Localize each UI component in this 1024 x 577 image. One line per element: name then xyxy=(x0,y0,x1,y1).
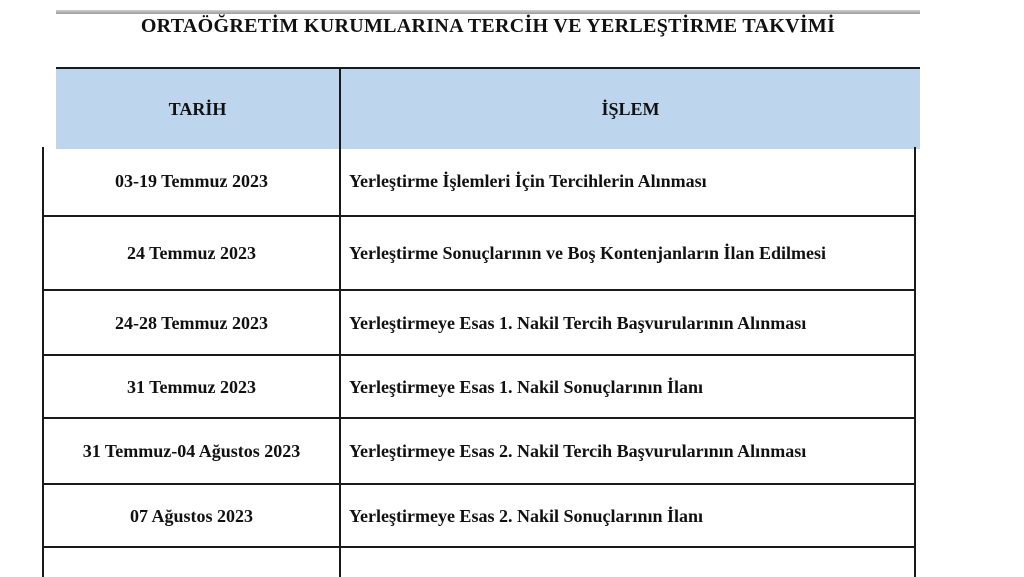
table-row-3-operation-text: Yerleştirmeye Esas 1. Nakil Tercih Başvurularının Alınması xyxy=(349,312,807,333)
table-row-6-operation xyxy=(349,485,905,546)
table-row-1-operation-text: Yerleştirme İşlemleri İçin Tercihlerin Alınması xyxy=(349,171,707,191)
table-row-3-date: 24-28 Temmuz 2023 xyxy=(115,312,268,333)
table-row-5-operation-text: Yerleştirmeye Esas 2. Nakil Tercih Başvurularının Alınması xyxy=(349,441,807,461)
table-row-4-operation-text: Yerleştirmeye Esas 1. Nakil Sonuçlarının İlanı xyxy=(349,376,704,397)
table-right-border xyxy=(914,147,916,577)
table-row-4-operation xyxy=(349,356,905,417)
table-row-1-date: 03-19 Temmuz 2023 xyxy=(115,171,268,191)
table-row-5-operation xyxy=(349,419,905,483)
table-row-4-date: 31 Temmuz 2023 xyxy=(126,376,256,397)
operation-column-header: İŞLEM xyxy=(601,98,660,119)
table-row-5-date: 31 Temmuz-04 Ağustos 2023 xyxy=(82,441,301,461)
schedule-table-body xyxy=(42,147,916,577)
row-divider xyxy=(42,546,916,548)
table-row-6-date: 07 Ağustos 2023 xyxy=(129,505,254,526)
table-row-2-date: 24 Temmuz 2023 xyxy=(126,243,256,263)
table-row-3-operation xyxy=(349,291,905,354)
table-column-divider xyxy=(339,147,341,577)
table-row-2-operation-text: Yerleştirme Sonuçlarının ve Boş Kontenjanların İlan Edilmesi xyxy=(349,243,827,263)
table-row-1-operation xyxy=(349,147,905,215)
date-column-header: TARİH xyxy=(168,98,227,119)
table-header-row xyxy=(56,67,920,149)
table-row-2-operation xyxy=(349,217,905,289)
table-row-6-operation-text: Yerleştirmeye Esas 2. Nakil Sonuçlarının İlanı xyxy=(349,505,704,526)
document-title: ORTAÖĞRETİM KURUMLARINA TERCİH VE YERLEŞTİRME TAKVİMİ xyxy=(140,15,836,37)
